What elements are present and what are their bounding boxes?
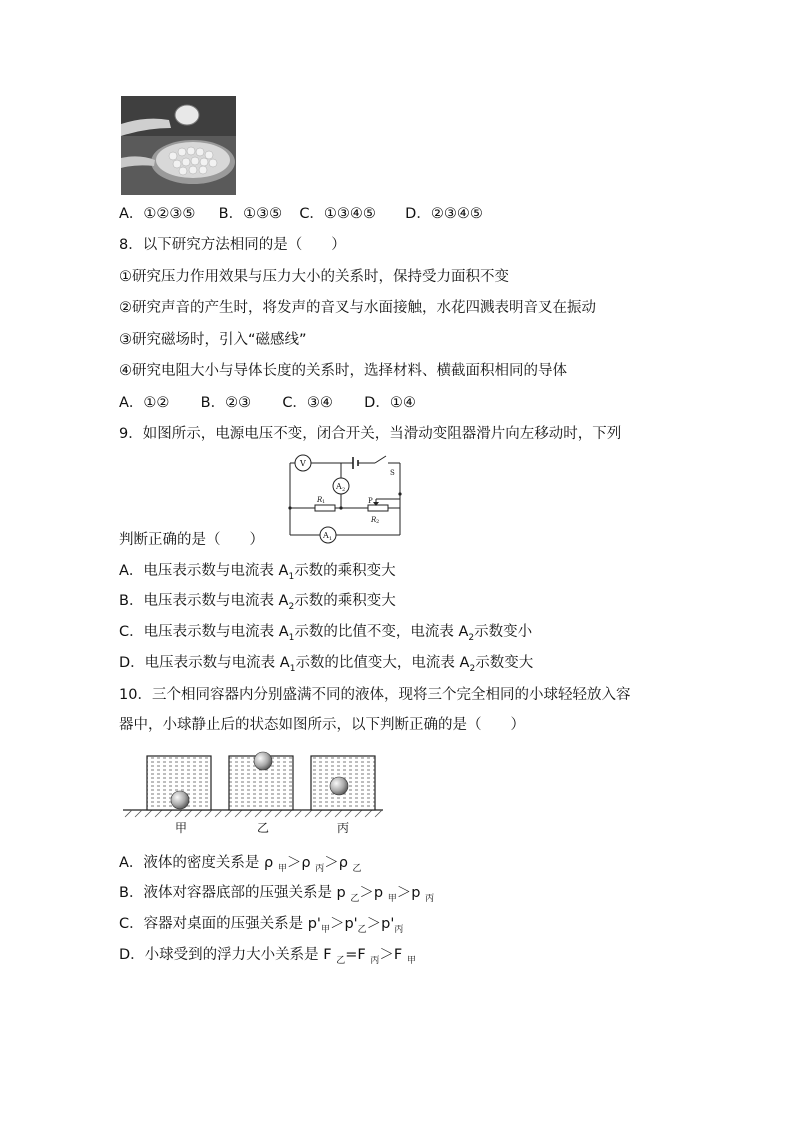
q10-option-c-pre: C．容器对桌面的压强关系是 p': [119, 916, 321, 932]
q10-containers-diagram: [121, 744, 386, 840]
q7-option-c: C．①③④⑤: [299, 206, 376, 222]
q10-option-a-pre: A．液体的密度关系是 ρ: [119, 855, 278, 871]
q10-option-c-s2: 乙: [357, 924, 367, 935]
switch-label: S: [390, 469, 395, 477]
q9-option-c-post: 示数变小: [474, 624, 533, 640]
q10-option-c-s3: 丙: [394, 924, 404, 935]
r2-sub: 2: [376, 519, 380, 525]
q9-option-d-post: 示数变大: [475, 655, 534, 671]
q10-option-d-s1: 乙: [336, 955, 346, 966]
q10-option-c-s1: 甲: [320, 924, 330, 935]
q8-stem: 8．以下研究方法相同的是（ ）: [119, 237, 346, 253]
q9-option-c-pre: C．电压表示数与电流表 A: [119, 624, 289, 640]
container-label-jia: 甲: [174, 821, 188, 835]
ammeter-a2-sub: 2: [342, 487, 346, 493]
ammeter-a2-label: A: [336, 482, 342, 491]
q8-options: [119, 393, 416, 413]
q9-option-d-pre: D．电压表示数与电流表 A: [119, 655, 290, 671]
q7-option-b: B．①③⑤: [218, 206, 283, 222]
q9-option-b: [119, 591, 396, 617]
q10-option-b-m1: ＞p: [359, 885, 388, 901]
q10-option-c: [119, 914, 403, 940]
q8-option-d: D．①④: [364, 395, 416, 411]
q10-option-d-s2: 丙: [370, 955, 380, 966]
q10-option-b-s2: 甲: [387, 893, 397, 904]
q10-option-b-pre: B．液体对容器底部的压强关系是 p: [119, 885, 351, 901]
q7-options: [119, 204, 483, 224]
q10-option-a-s3: 乙: [352, 863, 362, 874]
q9-option-a-sub: 1: [288, 571, 295, 582]
r2-label: R: [371, 516, 377, 524]
q10-option-d-m2: ＞F: [379, 947, 407, 963]
q9-option-d: [119, 653, 533, 679]
q8-item-4: ④研究电阻大小与导体长度的关系时，选择材料、横截面积相同的导体: [119, 363, 567, 379]
q9-option-d-sub: 1: [289, 663, 296, 674]
q10-option-a-s1: 甲: [277, 863, 287, 874]
q7-option-d: D．②③④⑤: [405, 206, 483, 222]
q9-option-a-pre: A．电压表示数与电流表 A: [119, 563, 289, 579]
q8-option-a: A．①②: [119, 395, 170, 411]
q10-option-d-s3: 甲: [406, 955, 416, 966]
q9-stem-b: 判断正确的是（ ）: [119, 532, 264, 548]
q9-option-c: [119, 622, 532, 648]
q10-option-b-m2: ＞p: [396, 885, 426, 901]
q10-option-b-s1: 乙: [350, 893, 360, 904]
q9-stem-a: 9．如图所示，电源电压不变，闭合开关，当滑动变阻器滑片向左移动时，下列: [119, 426, 622, 442]
q10-option-c-m2: ＞p': [366, 916, 395, 932]
q10-stem-b: 器中，小球静止后的状态如图所示，以下判断正确的是（ ）: [119, 717, 525, 733]
q10-option-a-s2: 丙: [315, 863, 325, 874]
q10-option-d-m1: =F: [345, 947, 371, 963]
ammeter-a1-sub: 1: [329, 536, 333, 542]
q8-item-1: ①研究压力作用效果与压力大小的关系时，保持受力面积不变: [119, 269, 509, 285]
voltmeter-label: V: [300, 459, 306, 468]
q9-option-b-sub: 2: [288, 601, 295, 612]
q8-item-2: ②研究声音的产生时，将发声的音叉与水面接触，水花四溅表明音叉在振动: [119, 300, 596, 316]
q9-circuit-diagram: [283, 452, 408, 544]
q9-option-b-post: 示数的乘积变大: [294, 593, 396, 609]
container-label-bing: 丙: [336, 821, 350, 835]
q9-option-a-post: 示数的乘积变大: [294, 563, 396, 579]
r1-label: R: [317, 496, 323, 504]
q8-option-b: B．②③: [200, 395, 252, 411]
q9-option-d-sub2: 2: [469, 663, 476, 674]
q8-item-3: ③研究磁场时，引入“磁感线”: [119, 332, 307, 348]
q10-stem-a: 10．三个相同容器内分别盛满不同的液体，现将三个完全相同的小球轻轻放入容: [119, 687, 631, 703]
ammeter-a1-label: A: [323, 531, 329, 540]
q9-option-c-sub: 1: [288, 632, 295, 643]
q10-option-d-pre: D．小球受到的浮力大小关系是 F: [119, 947, 337, 963]
q10-option-a-m1: ＞ρ: [286, 855, 316, 871]
slider-p-label: P: [368, 497, 373, 505]
dumpling-photo: [121, 96, 236, 195]
q9-option-b-pre: B．电压表示数与电流表 A: [119, 593, 289, 609]
q7-option-a: A．①②③⑤: [119, 206, 196, 222]
q10-option-d: [119, 945, 416, 971]
q10-option-b-s3: 丙: [425, 893, 435, 904]
q8-option-c: C．③④: [282, 395, 333, 411]
q10-option-c-m1: ＞p': [329, 916, 358, 932]
q10-option-b: [119, 883, 434, 909]
q9-option-c-sub2: 2: [468, 632, 475, 643]
q9-option-d-mid: 示数的比值变大，电流表 A: [295, 655, 470, 671]
q10-option-a-m2: ＞ρ: [324, 855, 353, 871]
q9-option-c-mid: 示数的比值不变，电流表 A: [294, 624, 469, 640]
r1-sub: 1: [322, 499, 326, 505]
container-label-yi: 乙: [256, 821, 270, 835]
q10-option-a: [119, 853, 362, 879]
q9-option-a: [119, 561, 396, 587]
